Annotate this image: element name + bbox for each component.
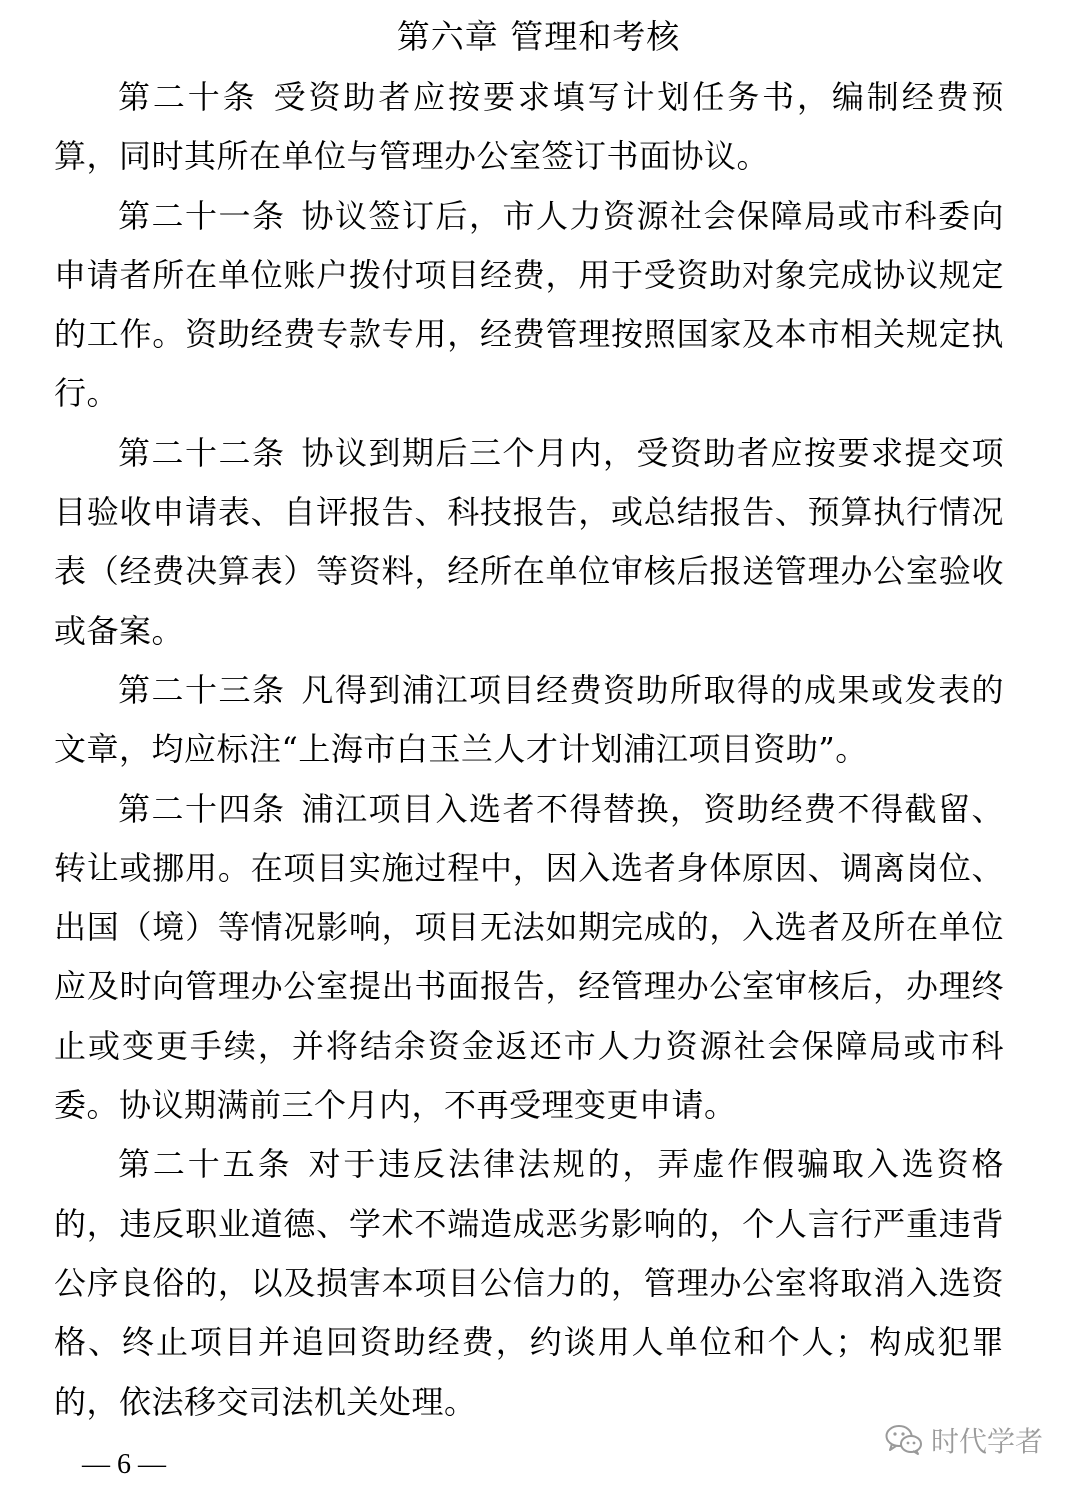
article-text: 协议签订后，市人力资源社会保障局或市科委向申请者所在单位账户拨付项目经费，用于受资助对象完成协议规定的工作。资助经费专款专用，经费管理按照国家及本市相关规定执行。 — [54, 196, 1004, 413]
article-21 — [54, 187, 1004, 424]
chapter-title: 第六章 管理和考核 — [396, 17, 681, 56]
article-number: 第二十三条 — [118, 670, 286, 709]
watermark-text: 时代学者 — [930, 1425, 1043, 1458]
article-23 — [54, 661, 1004, 780]
article-number: 第二十一条 — [118, 196, 286, 235]
article-text: 凡得到浦江项目经费资助所取得的成果或发表的文章，均应标注“上海市白玉兰人才计划浦江项目资助”。 — [54, 670, 1004, 769]
article-number: 第二十二条 — [118, 433, 286, 472]
page-number: — 6 — — [82, 1449, 166, 1480]
article-number: 第二十四条 — [118, 789, 286, 828]
article-list — [54, 68, 1004, 1432]
wechat-icon — [885, 1424, 923, 1456]
article-number: 第二十条 — [118, 78, 258, 116]
article-text: 对于违反法律法规的，弄虚作假骗取入选资格的，违反职业道德、学术不端造成恶劣影响的，个人言行严重违背公序良俗的，以及损害本项目公信力的，管理办公室将取消入选资格、终止项目并追回资助经费，约谈用人单位和个人；构成犯罪的，依法移交司法机关处理。 — [54, 1145, 1004, 1421]
article-number: 第二十五条 — [118, 1145, 293, 1184]
article-25 — [54, 1135, 1004, 1431]
article-text: 受资助者应按要求填写计划任务书，编制经费预算，同时其所在单位与管理办公室签订书面协议。 — [54, 78, 1004, 176]
watermark — [885, 1418, 1043, 1462]
article-24 — [54, 780, 1004, 1136]
article-20 — [54, 68, 1004, 187]
article-text: 协议到期后三个月内，受资助者应按要求提交项目验收申请表、自评报告、科技报告，或总结报告、预算执行情况表（经费决算表）等资料，经所在单位审核后报送管理办公室验收或备案。 — [54, 433, 1004, 650]
article-text: 浦江项目入选者不得替换，资助经费不得截留、转让或挪用。在项目实施过程中，因入选者身体原因、调离岗位、出国（境）等情况影响，项目无法如期完成的，入选者及所在单位应及时向管理办公室提出书面报告，经管理办公室审核后，办理终止或变更手续，并将结余资金返还市人力资源社会保障局或市科委。协议期满前三个月内，不再受理变更申请。 — [54, 789, 1004, 1125]
article-22 — [54, 424, 1004, 661]
